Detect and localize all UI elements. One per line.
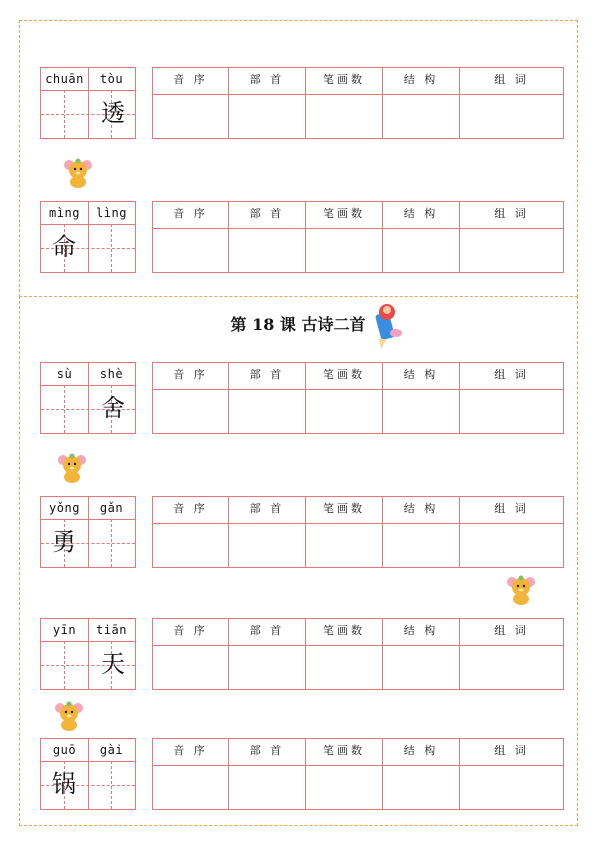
character-box bbox=[40, 67, 136, 139]
grid-guide-line bbox=[64, 90, 65, 138]
table-header-cell: 组 词 bbox=[494, 502, 529, 515]
table-answer-row bbox=[153, 389, 563, 433]
grid-guide-line bbox=[111, 519, 112, 567]
grid-guide-line bbox=[64, 385, 65, 433]
pinyin-syllable: lìng bbox=[96, 206, 127, 220]
answer-cell[interactable] bbox=[153, 645, 229, 689]
character-entry bbox=[40, 618, 564, 692]
table-header-row bbox=[153, 497, 563, 524]
answer-cell[interactable] bbox=[306, 228, 383, 272]
answer-cell[interactable] bbox=[306, 765, 383, 809]
table-header-cell: 笔画数 bbox=[306, 202, 383, 228]
character-box bbox=[40, 362, 136, 434]
hanzi-character: 命 bbox=[52, 233, 76, 261]
table-header-row bbox=[153, 619, 563, 646]
answer-cell[interactable] bbox=[306, 389, 383, 433]
table-header-cell: 组 词 bbox=[494, 368, 529, 381]
analysis-table bbox=[152, 201, 564, 273]
table-header-cell: 组 词 bbox=[494, 73, 529, 86]
table-header-cell: 笔画数 bbox=[306, 68, 383, 94]
answer-cell[interactable] bbox=[460, 228, 563, 272]
table-header-cell: 笔画数 bbox=[306, 363, 383, 389]
pinyin-syllable: tiān bbox=[96, 623, 127, 637]
bear-icon bbox=[63, 157, 93, 189]
table-header-row bbox=[153, 202, 563, 229]
table-header-cell: 部 首 bbox=[229, 363, 306, 389]
table-header-row bbox=[153, 739, 563, 766]
pencil-mascot-icon bbox=[369, 303, 403, 351]
pinyin-syllable: yǒng bbox=[49, 501, 80, 515]
table-header-cell: 音 序 bbox=[153, 619, 229, 645]
grid-guide-line bbox=[111, 761, 112, 809]
table-header-cell: 组 词 bbox=[494, 624, 529, 637]
answer-cell[interactable] bbox=[153, 94, 229, 138]
answer-cell[interactable] bbox=[229, 228, 306, 272]
pinyin-syllable: gài bbox=[99, 743, 124, 757]
table-header-cell: 部 首 bbox=[229, 619, 306, 645]
answer-cell[interactable] bbox=[460, 94, 563, 138]
analysis-table bbox=[152, 618, 564, 690]
answer-cell[interactable] bbox=[153, 228, 229, 272]
table-header-cell: 结 构 bbox=[383, 202, 460, 228]
table-header-row bbox=[153, 68, 563, 95]
box-divider bbox=[88, 68, 89, 138]
box-divider bbox=[88, 619, 89, 689]
grid-guide-line bbox=[64, 641, 65, 689]
box-divider bbox=[88, 497, 89, 567]
table-header-row bbox=[153, 363, 563, 390]
answer-cell[interactable] bbox=[229, 523, 306, 567]
lesson-title: 第 18 课 古诗二首 bbox=[230, 315, 366, 334]
table-header-cell: 结 构 bbox=[383, 739, 460, 765]
character-entry bbox=[40, 738, 564, 812]
answer-cell[interactable] bbox=[306, 94, 383, 138]
answer-cell[interactable] bbox=[383, 645, 460, 689]
answer-cell[interactable] bbox=[383, 94, 460, 138]
table-header-cell: 结 构 bbox=[383, 497, 460, 523]
box-divider bbox=[88, 739, 89, 809]
character-box bbox=[40, 738, 136, 810]
answer-cell[interactable] bbox=[383, 228, 460, 272]
table-header-cell: 部 首 bbox=[229, 739, 306, 765]
table-header-cell: 组 词 bbox=[494, 744, 529, 757]
table-header-cell: 结 构 bbox=[383, 363, 460, 389]
answer-cell[interactable] bbox=[383, 765, 460, 809]
table-header-cell: 笔画数 bbox=[306, 497, 383, 523]
table-answer-row bbox=[153, 765, 563, 809]
box-divider bbox=[88, 363, 89, 433]
answer-cell[interactable] bbox=[229, 765, 306, 809]
pinyin-syllable: sù bbox=[56, 367, 73, 381]
grid-guide-line bbox=[111, 224, 112, 272]
table-header-cell: 音 序 bbox=[153, 202, 229, 228]
table-header-cell: 音 序 bbox=[153, 497, 229, 523]
table-header-cell: 结 构 bbox=[383, 619, 460, 645]
answer-cell[interactable] bbox=[229, 389, 306, 433]
pinyin-syllable: shè bbox=[99, 367, 124, 381]
pinyin-syllable: mìng bbox=[49, 206, 80, 220]
table-header-cell: 音 序 bbox=[153, 363, 229, 389]
table-header-cell: 音 序 bbox=[153, 739, 229, 765]
hanzi-character: 锅 bbox=[52, 770, 76, 798]
character-box bbox=[40, 618, 136, 690]
answer-cell[interactable] bbox=[306, 523, 383, 567]
answer-cell[interactable] bbox=[153, 523, 229, 567]
table-header-cell: 部 首 bbox=[229, 497, 306, 523]
character-entry bbox=[40, 201, 564, 275]
table-answer-row bbox=[153, 228, 563, 272]
answer-cell[interactable] bbox=[229, 94, 306, 138]
analysis-table bbox=[152, 738, 564, 810]
hanzi-character: 天 bbox=[101, 650, 125, 678]
table-header-cell: 音 序 bbox=[153, 68, 229, 94]
table-header-cell: 结 构 bbox=[383, 68, 460, 94]
answer-cell[interactable] bbox=[460, 389, 563, 433]
hanzi-character: 勇 bbox=[52, 528, 76, 556]
table-answer-row bbox=[153, 523, 563, 567]
analysis-table bbox=[152, 362, 564, 434]
answer-cell[interactable] bbox=[306, 645, 383, 689]
analysis-table bbox=[152, 496, 564, 568]
answer-cell[interactable] bbox=[153, 765, 229, 809]
character-entry bbox=[40, 496, 564, 570]
box-divider bbox=[88, 202, 89, 272]
bear-icon bbox=[506, 574, 536, 606]
table-answer-row bbox=[153, 645, 563, 689]
answer-cell[interactable] bbox=[383, 389, 460, 433]
analysis-table bbox=[152, 67, 564, 139]
hanzi-character: 舍 bbox=[101, 394, 125, 422]
pinyin-syllable: guō bbox=[52, 743, 77, 757]
table-header-cell: 组 词 bbox=[494, 207, 529, 220]
answer-cell[interactable] bbox=[460, 765, 563, 809]
table-header-cell: 笔画数 bbox=[306, 739, 383, 765]
answer-cell[interactable] bbox=[460, 645, 563, 689]
character-box bbox=[40, 201, 136, 273]
pinyin-syllable: yīn bbox=[52, 623, 77, 637]
character-entry bbox=[40, 362, 564, 436]
answer-cell[interactable] bbox=[460, 523, 563, 567]
answer-cell[interactable] bbox=[229, 645, 306, 689]
table-header-cell: 笔画数 bbox=[306, 619, 383, 645]
table-answer-row bbox=[153, 94, 563, 138]
table-header-cell: 部 首 bbox=[229, 68, 306, 94]
table-header-cell: 部 首 bbox=[229, 202, 306, 228]
character-entry bbox=[40, 67, 564, 141]
bear-icon bbox=[54, 700, 84, 732]
character-box bbox=[40, 496, 136, 568]
pinyin-syllable: chuān bbox=[45, 72, 84, 86]
pinyin-syllable: gǎn bbox=[99, 501, 124, 515]
hanzi-character: 透 bbox=[101, 99, 125, 127]
answer-cell[interactable] bbox=[153, 389, 229, 433]
answer-cell[interactable] bbox=[383, 523, 460, 567]
bear-icon bbox=[57, 452, 87, 484]
pinyin-syllable: tòu bbox=[99, 72, 124, 86]
